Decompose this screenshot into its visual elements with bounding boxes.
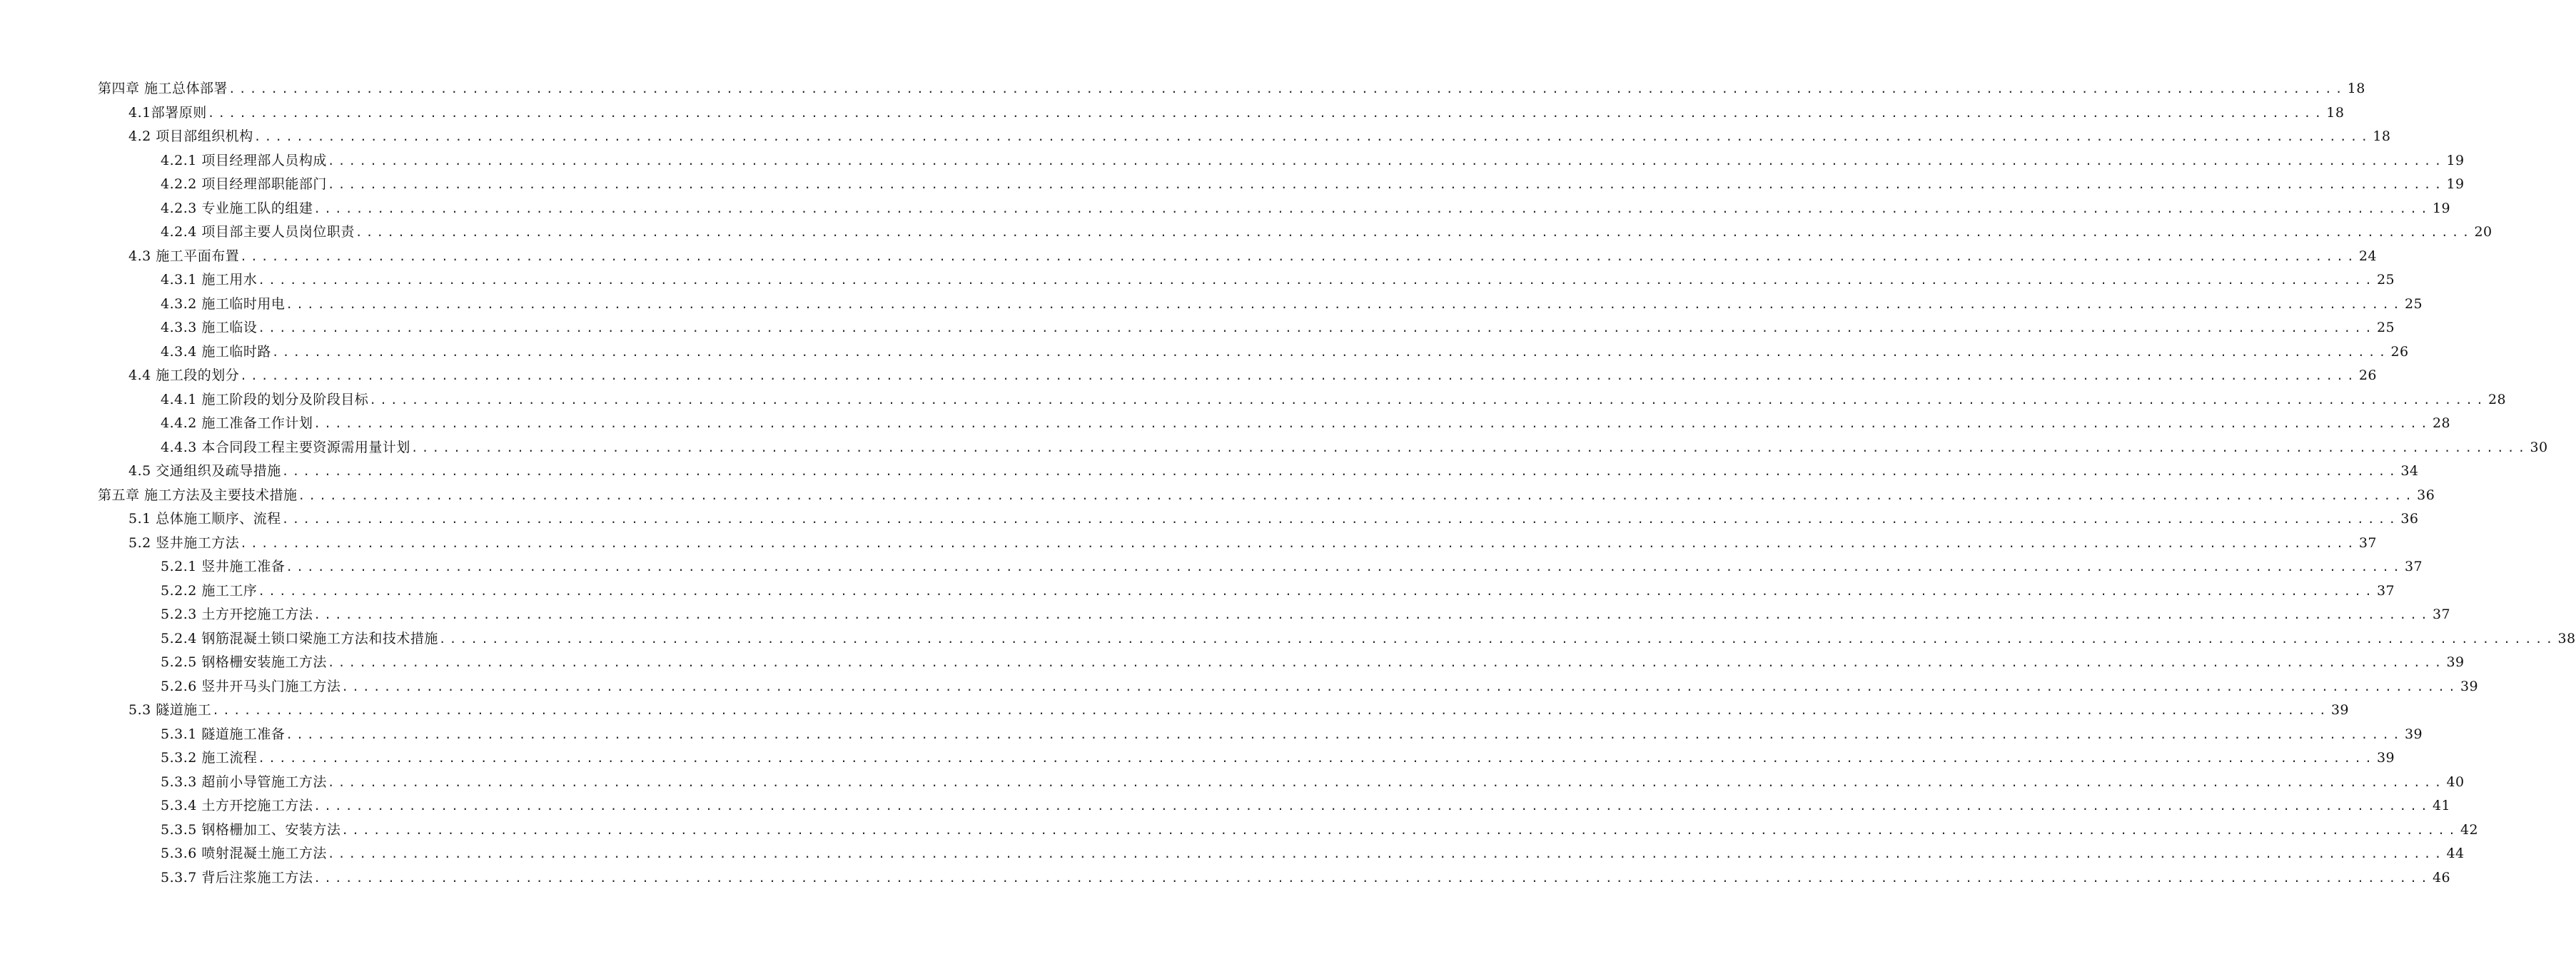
dot-leader: ........................................................................................................................................................................................................: [327, 847, 2445, 861]
toc-entry-title: 4.4.3 本合同段工程主要资源需用量计划: [161, 439, 410, 455]
toc-subsection-entry[interactable]: [0, 412, 2451, 436]
toc-subsection-entry[interactable]: [0, 651, 2465, 675]
toc-page-number: 37: [2432, 607, 2451, 622]
dot-leader: ........................................................................................................................................................................................................: [327, 775, 2445, 789]
toc-entry-title: 4.3.4 施工临时路: [161, 343, 271, 360]
toc-entry-title: 第四章 施工总体部署: [98, 81, 228, 96]
dot-leader: ........................................................................................................................................................................................................: [313, 608, 2431, 621]
toc-entry-title: 5.3.7 背后注浆施工方法: [161, 869, 313, 886]
toc-subsection-entry[interactable]: [0, 197, 2451, 221]
toc-page-number: 39: [2404, 726, 2423, 742]
toc-subsection-entry[interactable]: [0, 675, 2479, 699]
toc-entry-title: 5.3 隧道施工: [128, 702, 212, 718]
toc-page-number: 30: [2530, 439, 2548, 455]
dot-leader: ........................................................................................................................................................................................................: [286, 727, 2403, 741]
toc-subsection-entry[interactable]: [0, 579, 2395, 604]
table-of-contents: [0, 77, 2576, 890]
toc-page-number: 44: [2446, 846, 2465, 861]
toc-subsection-entry[interactable]: [0, 436, 2548, 460]
dot-leader: ........................................................................................................................................................................................................: [228, 82, 2346, 96]
toc-page-number: 19: [2446, 176, 2465, 192]
toc-subsection-entry[interactable]: [0, 746, 2395, 771]
dot-leader: ........................................................................................................................................................................................................: [327, 656, 2445, 669]
toc-page-number: 36: [2417, 487, 2435, 503]
toc-subsection-entry[interactable]: [0, 173, 2465, 197]
toc-entry-title: 5.3.3 超前小导管施工方法: [161, 773, 327, 790]
toc-entry-title: 4.2.3 专业施工队的组建: [161, 200, 313, 216]
toc-chapter-entry[interactable]: [0, 484, 2435, 508]
toc-subsection-entry[interactable]: [0, 149, 2465, 173]
toc-subsection-entry[interactable]: [0, 220, 2492, 245]
toc-page-number: 25: [2404, 295, 2423, 312]
toc-section-entry[interactable]: [0, 364, 2378, 388]
toc-page-number: 39: [2446, 654, 2465, 670]
dot-leader: ........................................................................................................................................................................................................: [271, 345, 2390, 359]
dot-leader: ........................................................................................................................................................................................................: [369, 392, 2487, 407]
toc-page-number: 39: [2376, 750, 2395, 766]
toc-entry-title: 第五章 施工方法及主要技术措施: [98, 487, 298, 503]
toc-subsection-entry[interactable]: [0, 771, 2465, 795]
toc-entry-title: 5.2.1 竖井施工准备: [161, 559, 286, 574]
toc-page-number: 18: [2347, 81, 2365, 96]
dot-leader: ........................................................................................................................................................................................................: [313, 799, 2431, 813]
toc-chapter-entry[interactable]: [0, 77, 2365, 101]
toc-entry-title: 5.1 总体施工顺序、流程: [128, 511, 281, 527]
dot-leader: ........................................................................................................................................................................................................: [240, 536, 2358, 550]
toc-entry-title: 4.3.3 施工临设: [161, 320, 258, 335]
dot-leader: ........................................................................................................................................................................................................: [313, 417, 2431, 430]
toc-entry-title: 5.3.4 土方开挖施工方法: [161, 798, 313, 813]
toc-page-number: 25: [2376, 320, 2395, 335]
toc-entry-title: 5.2.4 钢筋混凝土锁口梁施工方法和技术措施: [161, 630, 438, 646]
toc-subsection-entry[interactable]: [0, 268, 2395, 293]
dot-leader: ........................................................................................................................................................................................................: [258, 321, 2375, 335]
dot-leader: ........................................................................................................................................................................................................: [286, 297, 2403, 311]
toc-subsection-entry[interactable]: [0, 340, 2409, 365]
toc-page-number: 19: [2432, 200, 2451, 216]
dot-leader: ........................................................................................................................................................................................................: [327, 153, 2445, 168]
toc-page-number: 37: [2376, 582, 2395, 599]
toc-section-entry[interactable]: [0, 532, 2378, 556]
toc-entry-title: 4.1部署原则: [128, 104, 207, 121]
toc-page-number: 26: [2358, 367, 2378, 383]
dot-leader: ........................................................................................................................................................................................................: [355, 225, 2473, 239]
toc-page-number: 46: [2432, 869, 2451, 886]
toc-page-number: 26: [2390, 343, 2409, 360]
toc-entry-title: 4.2.2 项目经理部职能部门: [161, 176, 327, 192]
dot-leader: ........................................................................................................................................................................................................: [258, 751, 2375, 765]
toc-page-number: 36: [2400, 511, 2419, 527]
dot-leader: ........................................................................................................................................................................................................: [212, 704, 2330, 717]
toc-section-entry[interactable]: [0, 245, 2378, 269]
toc-entry-title: 4.2.4 项目部主要人员岗位职责: [161, 224, 355, 240]
toc-page-number: 37: [2358, 534, 2378, 551]
toc-page-number: 38: [2557, 630, 2576, 646]
toc-page-number: 18: [2373, 128, 2391, 144]
toc-subsection-entry[interactable]: [0, 555, 2423, 579]
dot-leader: ........................................................................................................................................................................................................: [253, 130, 2372, 143]
toc-page-number: 39: [2330, 702, 2350, 718]
toc-page-number: 42: [2460, 821, 2479, 838]
toc-entry-title: 4.3.2 施工临时用电: [161, 295, 286, 312]
toc-entry-title: 5.2 竖井施工方法: [128, 534, 240, 551]
toc-entry-title: 5.2.2 施工工序: [161, 582, 258, 599]
dot-leader: ........................................................................................................................................................................................................: [298, 488, 2416, 502]
dot-leader: ........................................................................................................................................................................................................: [341, 823, 2459, 837]
dot-leader: ........................................................................................................................................................................................................: [207, 106, 2325, 120]
toc-section-entry[interactable]: [0, 125, 2391, 149]
toc-entry-title: 5.2.3 土方开挖施工方法: [161, 607, 313, 622]
toc-page-number: 24: [2358, 248, 2378, 264]
toc-page-number: 28: [2487, 391, 2507, 407]
dot-leader: ........................................................................................................................................................................................................: [258, 273, 2375, 287]
toc-entry-title: 4.2.1 项目经理部人员构成: [161, 152, 327, 168]
dot-leader: ........................................................................................................................................................................................................: [240, 369, 2358, 382]
dot-leader: ........................................................................................................................................................................................................: [313, 871, 2431, 885]
toc-page-number: 37: [2404, 559, 2423, 574]
toc-entry-title: 5.3.1 隧道施工准备: [161, 726, 286, 742]
toc-entry-title: 5.3.5 钢格栅加工、安装方法: [161, 821, 341, 838]
toc-entry-title: 4.5 交通组织及疏导措施: [128, 463, 281, 479]
toc-entry-title: 4.2 项目部组织机构: [128, 128, 253, 144]
toc-page-number: 34: [2400, 463, 2419, 479]
toc-page-number: 19: [2446, 152, 2465, 168]
toc-entry-title: 5.2.5 钢格栅安装施工方法: [161, 654, 327, 670]
toc-subsection-entry[interactable]: [0, 293, 2423, 317]
toc-section-entry[interactable]: [0, 101, 2345, 126]
toc-subsection-entry[interactable]: [0, 388, 2507, 412]
dot-leader: ........................................................................................................................................................................................................: [410, 440, 2529, 455]
dot-leader: ........................................................................................................................................................................................................: [313, 201, 2431, 215]
toc-page-number: 39: [2460, 678, 2479, 694]
toc-page-number: 28: [2432, 415, 2451, 431]
dot-leader: ........................................................................................................................................................................................................: [286, 560, 2403, 574]
toc-subsection-entry[interactable]: [0, 627, 2576, 651]
toc-entry-title: 4.3 施工平面布置: [128, 248, 240, 264]
toc-subsection-entry[interactable]: [0, 316, 2395, 340]
toc-page-number: 18: [2326, 104, 2345, 121]
toc-page-number: 20: [2474, 224, 2492, 240]
toc-entry-title: 4.3.1 施工用水: [161, 272, 258, 288]
toc-section-entry[interactable]: [0, 507, 2419, 532]
dot-leader: ........................................................................................................................................................................................................: [240, 249, 2358, 263]
toc-page-number: 41: [2432, 798, 2451, 813]
dot-leader: ........................................................................................................................................................................................................: [258, 584, 2375, 598]
toc-entry-title: 5.2.6 竖井开马头门施工方法: [161, 678, 341, 694]
toc-entry-title: 4.4 施工段的划分: [128, 367, 240, 383]
toc-entry-title: 4.4.1 施工阶段的划分及阶段目标: [161, 391, 369, 407]
dot-leader: ........................................................................................................................................................................................................: [438, 631, 2557, 646]
toc-entry-title: 5.3.2 施工流程: [161, 750, 258, 766]
dot-leader: ........................................................................................................................................................................................................: [327, 178, 2445, 191]
dot-leader: ........................................................................................................................................................................................................: [281, 465, 2400, 478]
toc-subsection-entry[interactable]: [0, 818, 2479, 843]
toc-page-number: 40: [2446, 773, 2465, 790]
toc-section-entry[interactable]: [0, 699, 2350, 723]
toc-page-number: 25: [2376, 272, 2395, 288]
toc-entry-title: 4.4.2 施工准备工作计划: [161, 415, 313, 431]
toc-entry-title: 5.3.6 喷射混凝土施工方法: [161, 846, 327, 861]
dot-leader: ........................................................................................................................................................................................................: [341, 679, 2459, 694]
toc-subsection-entry[interactable]: [0, 603, 2451, 627]
toc-section-entry[interactable]: [0, 460, 2419, 484]
toc-subsection-entry[interactable]: [0, 866, 2451, 890]
dot-leader: ........................................................................................................................................................................................................: [281, 512, 2400, 526]
toc-subsection-entry[interactable]: [0, 842, 2465, 866]
toc-subsection-entry[interactable]: [0, 723, 2423, 747]
toc-subsection-entry[interactable]: [0, 794, 2451, 818]
